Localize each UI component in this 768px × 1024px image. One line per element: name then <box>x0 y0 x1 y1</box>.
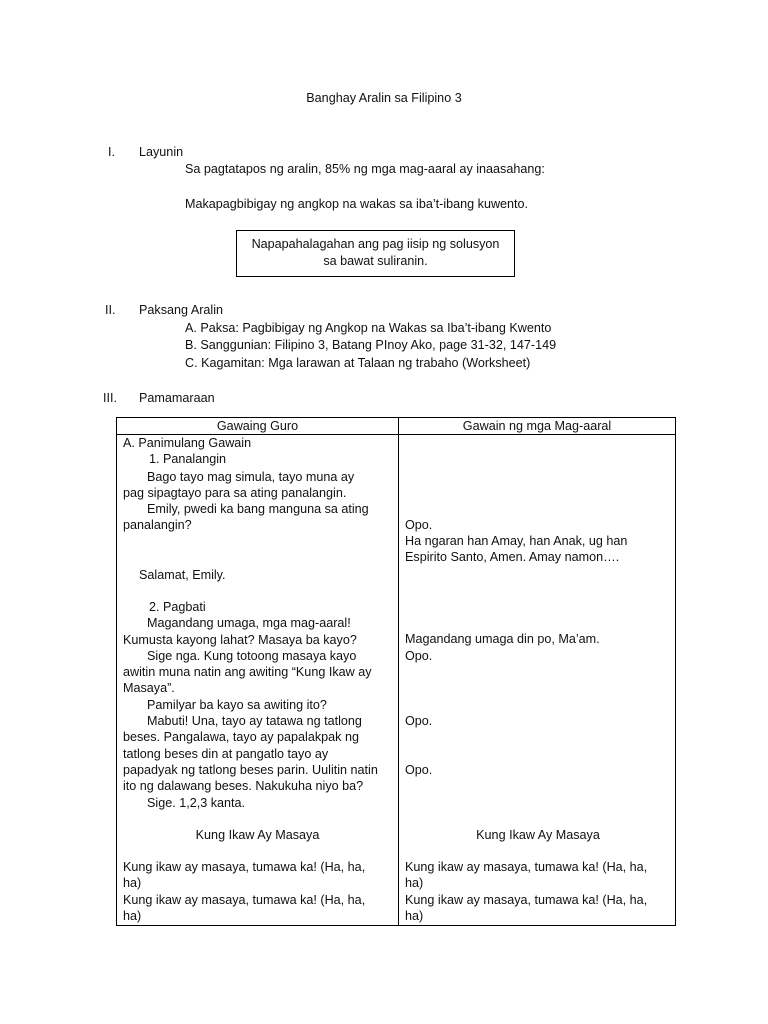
objective-affective-box <box>236 230 515 277</box>
teacher-line: Sige. 1,2,3 kanta. <box>147 796 246 811</box>
teacher-line: pag sipagtayo para sa ating panalangin. <box>123 486 347 501</box>
student-line: Opo. <box>405 649 433 664</box>
objective-cognitive: Makapagbibigay ng angkop na wakas sa iba’t-ibang kuwento. <box>185 197 529 211</box>
student-song-title: Kung Ikaw Ay Masaya <box>476 828 600 843</box>
teacher-line: Salamat, Emily. <box>139 568 226 583</box>
document-title: Banghay Aralin sa Filipino 3 <box>306 91 462 105</box>
subject-item-topic: A. Paksa: Pagbibigay ng Angkop na Wakas sa Iba’t-ibang Kwento <box>185 321 552 335</box>
teacher-song-title: Kung Ikaw Ay Masaya <box>195 828 320 843</box>
section-3-numeral: III. <box>103 391 117 405</box>
section-2-numeral: II. <box>105 303 116 317</box>
section-1-numeral: I. <box>108 145 115 159</box>
teacher-line: Sige nga. Kung totoong masaya kayo <box>147 649 357 664</box>
teacher-line: Kung ikaw ay masaya, tumawa ka! (Ha, ha, <box>123 893 366 908</box>
teacher-line: papadyak ng tatlong beses parin. Uulitin natin <box>123 763 378 778</box>
teacher-line: tatlong beses din at pangatlo tayo ay <box>123 747 329 762</box>
teacher-line: 2. Pagbati <box>149 600 206 615</box>
subject-item-reference: B. Sanggunian: Filipino 3, Batang PInoy Ako, page 31-32, 147-149 <box>185 338 557 352</box>
table-header-row <box>117 418 676 435</box>
teacher-activity-cell <box>117 435 399 926</box>
student-line: Magandang umaga din po, Ma’am. <box>405 632 600 647</box>
teacher-line: Magandang umaga, mga mag-aaral! <box>147 616 351 631</box>
header-student-activity: Gawain ng mga Mag-aaral <box>399 418 676 435</box>
teacher-line: ito ng dalawang beses. Nakukuha niyo ba? <box>123 779 364 794</box>
section-3-heading: Pamamaraan <box>139 391 215 405</box>
teacher-line: A. Panimulang Gawain <box>123 436 252 451</box>
teacher-line: awitin muna natin ang awiting “Kung Ikaw ay <box>123 665 372 680</box>
student-line: Ha ngaran han Amay, han Anak, ug han <box>405 534 628 549</box>
teacher-line: ha) <box>123 876 142 891</box>
student-line: Opo. <box>405 518 433 533</box>
teacher-line: Bago tayo mag simula, tayo muna ay <box>147 470 355 485</box>
objective-affective-line-1: Napapahalagahan ang pag iisip ng solusyon <box>251 237 500 251</box>
student-line: ha) <box>405 909 424 924</box>
objectives-intro: Sa pagtatapos ng aralin, 85% ng mga mag-aaral ay inaasahang: <box>185 162 545 176</box>
objective-affective-line-2: sa bawat suliranin. <box>323 254 428 268</box>
student-line: Kung ikaw ay masaya, tumawa ka! (Ha, ha, <box>405 860 648 875</box>
student-line: ha) <box>405 876 424 891</box>
teacher-line: 1. Panalangin <box>149 452 227 467</box>
teacher-line: Masaya”. <box>123 681 175 696</box>
section-1-heading: Layunin <box>139 145 184 159</box>
student-activity-cell <box>399 435 676 926</box>
teacher-line: Kumusta kayong lahat? Masaya ba kayo? <box>123 633 357 648</box>
student-line: Opo. <box>405 714 433 729</box>
procedure-table <box>116 417 676 926</box>
teacher-line: panalangin? <box>123 518 192 533</box>
student-line: Kung ikaw ay masaya, tumawa ka! (Ha, ha, <box>405 893 648 908</box>
section-2-heading: Paksang Aralin <box>139 303 224 317</box>
teacher-line: beses. Pangalawa, tayo ay papalakpak ng <box>123 730 359 745</box>
student-line: Opo. <box>405 763 433 778</box>
teacher-line: Pamilyar ba kayo sa awiting ito? <box>147 698 327 713</box>
teacher-line: Kung ikaw ay masaya, tumawa ka! (Ha, ha, <box>123 860 366 875</box>
teacher-line: Emily, pwedi ka bang manguna sa ating <box>147 502 369 517</box>
teacher-line: Mabuti! Una, tayo ay tatawa ng tatlong <box>147 714 362 729</box>
teacher-line: ha) <box>123 909 142 924</box>
table-row <box>117 435 676 926</box>
subject-item-materials: C. Kagamitan: Mga larawan at Talaan ng trabaho (Worksheet) <box>185 356 531 370</box>
student-line: Espirito Santo, Amen. Amay namon…. <box>405 550 620 565</box>
header-teacher-activity: Gawaing Guro <box>117 418 399 435</box>
